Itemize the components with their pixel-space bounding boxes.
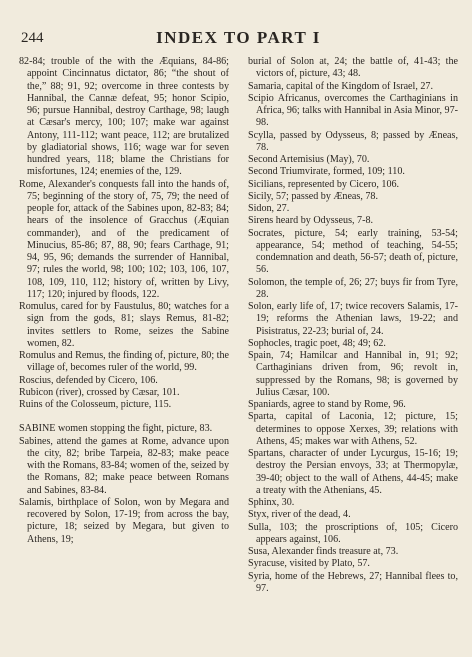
index-entry: Sparta, capital of Laconia, 12; picture, 15; determines to oppose Xerxes, 39; relations with Athens, 45; makes war with Athens, 52.	[248, 411, 458, 447]
index-entry: Sirens heard by Odysseus, 7-8.	[248, 215, 374, 227]
index-entry: Sabines, attend the games at Rome, advance upon the city, 82; bribe Tarpeia, 82-83; make peace with the Romans, 83-84; women of the, seized by the Romans, 82; make peace between Romans and Sabines, 83-84.	[19, 435, 229, 496]
index-entry: Ruins of the Colosseum, picture, 115.	[19, 399, 172, 410]
index-entry: Solomon, the temple of, 26; 27; buys fir from Tyre, 28.	[248, 276, 458, 300]
index-entry: Sicilians, represented by Cicero, 106.	[248, 178, 400, 190]
index-entry: Roscius, defended by Cicero, 106.	[19, 374, 158, 386]
index-entry: Spaniards, agree to stand by Rome, 96.	[248, 399, 406, 410]
index-entry: Sophocles, tragic poet, 48; 49; 62.	[248, 337, 386, 349]
index-entry: SABINE women stopping the fight, picture, 83.	[19, 423, 213, 435]
index-entry: Spartans, character of under Lycurgus, 15-16; 19; destroy the Persian envoys, 33; at Thermopylæ, 39-40; object to the wall of Athens, 44-45; make a treaty with the Athenians, 45.	[248, 448, 458, 496]
index-entry: 82-84; trouble of the with the Æquians, 84-86; appoint Cincinnatus dictator, 86; “the shout of the,” 88; 91, 92; overcome in three contests by Hannibal, the Cannæ defeat, 95; honor Scipio, 96; pursue Hannibal, destroy Carthage, 98; laugh at Cæsar's mercy, 100; 107; make war against Antony, 111-112; want peace, 112; are brutalized by gladiatorial shows, 116; wage war for seven hundred years, 118; blame the Christians for misfortunes, 124; enemies of the, 129.	[19, 56, 229, 178]
index-entry: Syria, home of the Hebrews, 27; Hannibal flees to, 97.	[248, 570, 458, 594]
index-entry: Susa, Alexander finds treasure at, 73.	[248, 546, 399, 557]
running-title: INDEX TO PART I	[156, 28, 321, 47]
index-entry: Socrates, picture, 54; early training, 53-54; appearance, 54; method of teaching, 54-55; condemnation and death, 56-57; death of, picture, 56.	[248, 227, 458, 276]
index-entry: Salamis, birthplace of Solon, won by Megara and recovered by Solon, 17-19; from across the bay, picture, 18; seized by Megara, but given to Athens, 19;	[19, 496, 229, 545]
index-columns	[19, 56, 458, 595]
index-entry: Samaria, capital of the Kingdom of Israel, 27.	[248, 80, 433, 92]
right-column	[248, 56, 458, 595]
index-entry: Syracuse, visited by Plato, 57.	[248, 558, 370, 570]
index-entry: Rubicon (river), crossed by Cæsar, 101.	[19, 386, 180, 398]
left-column	[19, 56, 229, 595]
index-entry: Romulus, cared for by Faustulus, 80; watches for a sign from the gods, 81; slays Remus, 81-82; invites settlers to Rome, seizes the Sabine women, 82.	[19, 301, 229, 349]
index-entry: Second Triumvirate, formed, 109; 110.	[248, 166, 405, 178]
index-entry: Spain, 74; Hamilcar and Hannibal in, 91; 92; Carthaginians driven from, 96; revolt in, suppressed by the Romans, 98; is governed by Julius Cæsar, 100.	[248, 350, 458, 398]
index-entry: Sphinx, 30.	[248, 497, 295, 508]
index-entry: Sicily, 57; passed by Æneas, 78.	[248, 190, 378, 202]
index-entry: Scipio Africanus, overcomes the Carthaginians in Africa, 96; talks with Hannibal in Asia Minor, 97-98.	[248, 92, 458, 129]
page-header	[19, 30, 458, 52]
index-entry: Sulla, 103; the proscriptions of, 105; Cicero appears against, 106.	[248, 521, 458, 545]
index-entry: Romulus and Remus, the finding of, picture, 80; the village of, becomes ruler of the world, 99.	[19, 350, 229, 374]
index-entry: Sidon, 27.	[248, 203, 290, 214]
index-entry: Solon, early life of, 17; twice recovers Salamis, 17-19; reforms the Athenian laws, 19-22; and Pisistratus, 22-23; burial of, 24.	[248, 301, 458, 337]
index-entry: burial of Solon at, 24; the battle of, 41-43; the victors of, picture, 43; 48.	[248, 56, 458, 80]
page-number: 244	[21, 30, 44, 46]
index-entry: Styx, river of the dead, 4.	[248, 509, 351, 521]
index-entry: Second Artemisius (May), 70.	[248, 154, 370, 165]
index-entry: Rome, Alexander's conquests fall into the hands of, 75; beginning of the story of, 75, 79; the need of people for, attack of the Sabines upon, 82-83; 84; hears of the insolence of Gracchus (Æquian commander), and of the predicament of Minucius, 85-86; 87, 88, 90; fears Carthage, 91; 94, 95, 96; demands the surrender of Hannibal, 97; rules the world, 98; 100; 102; 103, 106, 107, 108, 109, 110, 112; history of, written by Livy, 117; 120; injured by floods, 122.	[19, 178, 229, 300]
index-entry: Scylla, passed by Odysseus, 8; passed by Æneas, 78.	[248, 129, 458, 153]
